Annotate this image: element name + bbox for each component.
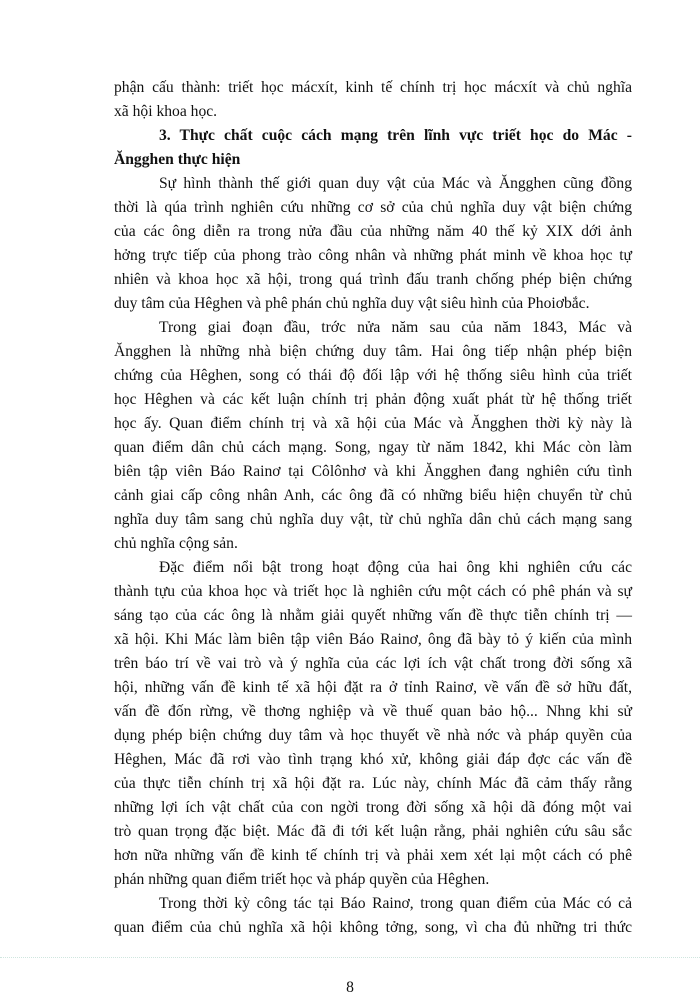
text-line: học ấy. Quan điểm chính trị và xã hội của Mác và Ăngghen thời kỳ này là	[114, 415, 632, 432]
text-line: nghĩa duy tâm sang chủ nghĩa duy vật, từ chủ nghĩa dân chủ cách mạng sang	[114, 511, 632, 528]
text-line: nhiên và khoa học xã hội, trong quá trình đấu tranh chống phép biện chứng	[114, 271, 632, 288]
paragraph	[114, 316, 632, 556]
text-line: sáng tạo của các ông là nhằm giải quyết những vấn đề thực tiễn chính trị —	[114, 607, 632, 624]
text-line: học Hêghen và các kết luận chính trị phản động xuất phát từ hệ thống triết	[114, 391, 632, 408]
paragraph	[114, 892, 632, 940]
page-number: 8	[346, 979, 354, 996]
text-line: trò quan trọng đặc biệt. Mác đã đi tới kết luận rằng, phải nghiên cứu sâu sắc	[114, 823, 632, 840]
text-line: cảnh giai cấp công nhân Anh, các ông đã có những biểu hiện chuyển từ chủ	[114, 487, 632, 504]
text-line: thành tựu của khoa học và triết học là nghiên cứu một cách có phê phán và sự	[114, 583, 632, 600]
text-line: Trong thời kỳ công tác tại Báo Rainơ, trong quan điểm của Mác có cả	[159, 895, 632, 912]
text-line: xã hội khoa học.	[114, 103, 218, 120]
text-line: hơn nữa những vấn đề kinh tế chính trị và phải xem xét lại một cách có phê	[114, 847, 632, 864]
text-line: dụng phép biện chứng duy tâm và học thuyết về nhà nớc và pháp quyền của	[114, 727, 632, 744]
paragraph	[114, 172, 632, 316]
text-line: Ăngghen là những nhà biện chứng duy tâm. Hai ông tiếp nhận phép biện	[114, 343, 632, 360]
text-line: xã hội. Khi Mác làm biên tập viên Báo Rainơ, ông đã bày tỏ ý kiến của mình	[114, 631, 632, 648]
text-line: biên tập viên Báo Rainơ tại Côlônhơ và khi Ăngghen đang nghiên cứu tình	[114, 463, 632, 480]
text-line: chủ nghĩa cộng sản.	[114, 535, 238, 552]
text-line: quan điểm dân chủ cách mạng. Song, ngay từ năm 1842, khi Mác còn làm	[114, 439, 632, 456]
text-line: những lợi ích vật chất của con ngời trong đời sống xã hội dã đóng một vai	[114, 799, 632, 816]
section-heading	[114, 124, 632, 172]
text-line: phán những quan điểm triết học và pháp quyền của Hêghen.	[114, 871, 490, 888]
document-body	[114, 76, 632, 940]
text-line: Hêghen, Mác đã rơi vào tình trạng khó xử, không giải đáp đợc các vấn đề	[114, 751, 632, 768]
text-line: duy tâm của Hêghen và phê phán chủ nghĩa duy vật siêu hình của Phoiơbắc.	[114, 295, 590, 312]
paragraph	[114, 556, 632, 892]
text-line: hội, những vấn đề kinh tế xã hội đặt ra ở tỉnh Rainơ, về vấn đề sở hữu đất,	[114, 679, 632, 696]
text-line: quan điểm của chủ nghĩa xã hội không tởng, song, vì cha đủ những tri thức	[114, 919, 632, 936]
text-line: Sự hình thành thế giới quan duy vật của Mác và Ăngghen cũng đồng	[159, 175, 632, 192]
text-line: thời là qúa trình nghiên cứu những cơ sở của chủ nghĩa duy vật biện chứng	[114, 199, 632, 216]
text-line: Đặc điểm nổi bật trong hoạt động của hai ông khi nghiên cứu các	[159, 559, 632, 576]
text-line: hởng trực tiếp của phong trào công nhân và những phát minh về khoa học tự	[114, 247, 632, 264]
paragraph	[114, 76, 632, 124]
text-line: phận cấu thành: triết học mácxít, kinh tế chính trị học mácxít và chủ nghĩa	[114, 79, 632, 96]
text-line: Trong giai đoạn đầu, trớc nửa năm sau của năm 1843, Mác và	[159, 319, 632, 336]
text-line: chứng của Hêghen, song có thái độ đối lập với hệ thống siêu hình của triết	[114, 367, 632, 384]
text-line: 3. Thực chất cuộc cách mạng trên lĩnh vực triết học do Mác -	[159, 127, 632, 144]
text-line: của các ông diễn ra trong nửa đầu của những năm 40 thế kỷ XIX dới ảnh	[114, 223, 632, 240]
text-line: vấn đề đốn rừng, về thơng nghiệp và về thuế quan bảo hộ... Nhng khi sử	[114, 703, 632, 720]
text-line: Ăngghen thực hiện	[114, 151, 241, 168]
text-line: của thực tiễn chính trị xã hội đặt ra. Lúc này, chính Mác đã cảm thấy rằng	[114, 775, 632, 792]
text-line: trên báo trí về vai trò và ý nghĩa của các lợi ích vật chất trong đời sống xã	[114, 655, 632, 672]
page-bottom-divider	[0, 957, 700, 958]
